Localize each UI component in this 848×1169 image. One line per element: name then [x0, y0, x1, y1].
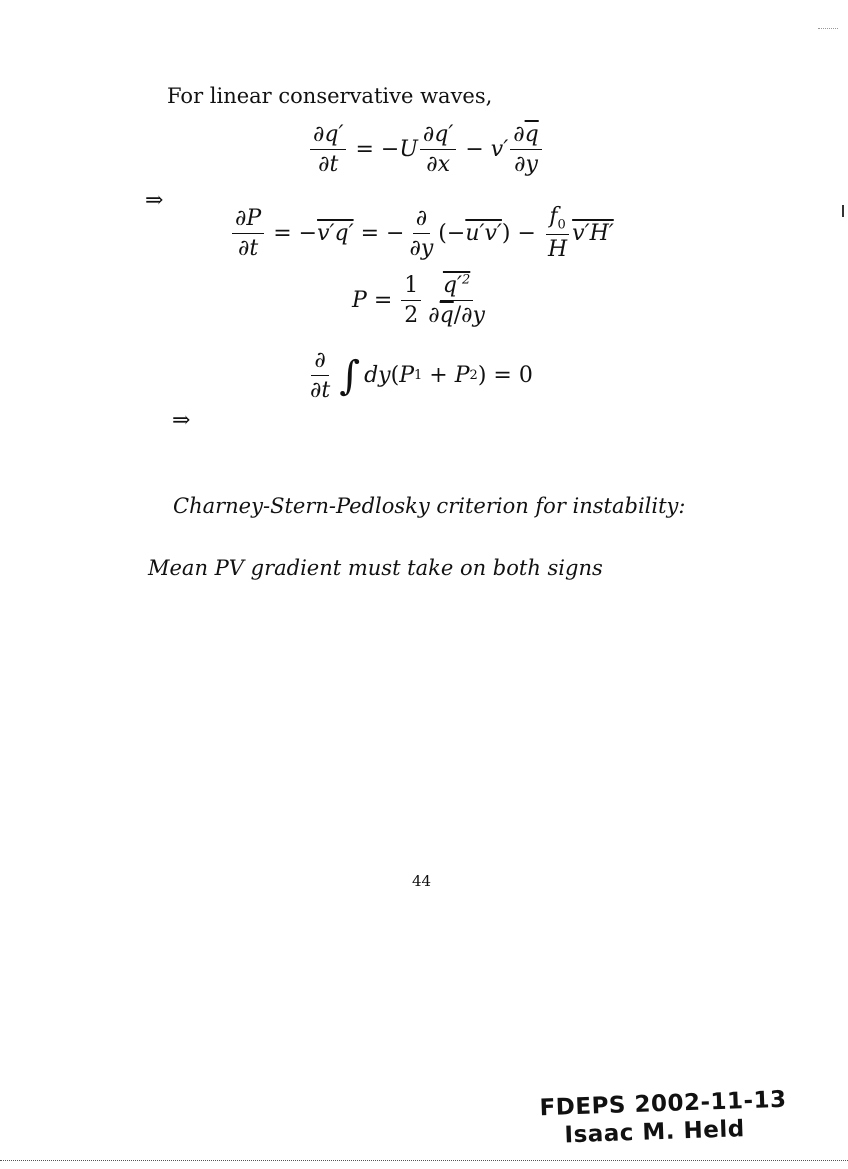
implies-arrow: ⇒: [145, 188, 164, 213]
stamp-line-1: FDEPS 2002-11-13: [539, 1086, 787, 1122]
equation-P-definition: P = $\frac{1}{2}$ $\frac{q'^2}{\partial\overline{q}/\partial y}$: [352, 273, 485, 329]
criterion-heading: Charney-Stern-Pedlosky criterion for instability:: [173, 494, 686, 518]
scan-margin-mark: [842, 205, 844, 217]
page-number: 44: [412, 872, 432, 890]
implies-arrow-2: ⇒: [172, 408, 191, 433]
equation-conservation: $\frac{\partial}{\partial t}$ ∫ dy ( P 1 + P 2 ) = 0: [310, 348, 533, 403]
handwritten-stamp: [539, 1086, 788, 1151]
intro-text: For linear conservative waves,: [167, 84, 493, 108]
scan-corner-mark: [818, 28, 838, 29]
equation-pv-tendency: $\frac{\partial q'}{\partial t}$ = − U $\frac{\partial q'}{\partial x}$ − v′ $\frac{\partial\overline{q}}{\partial y}$: [308, 122, 544, 177]
stamp-line-2: Isaac M. Held: [564, 1116, 746, 1149]
bottom-scan-edge: [0, 1160, 848, 1161]
pv-gradient-statement: Mean PV gradient must take on both signs: [148, 556, 603, 580]
equation-pseudomomentum: $\frac{\partial P}{\partial t}$ = − v′q′ = − $\frac{\partial}{\partial y}$ (− u′v′ ) − $\frac{f_0}{H}$ v′H′: [230, 204, 614, 262]
